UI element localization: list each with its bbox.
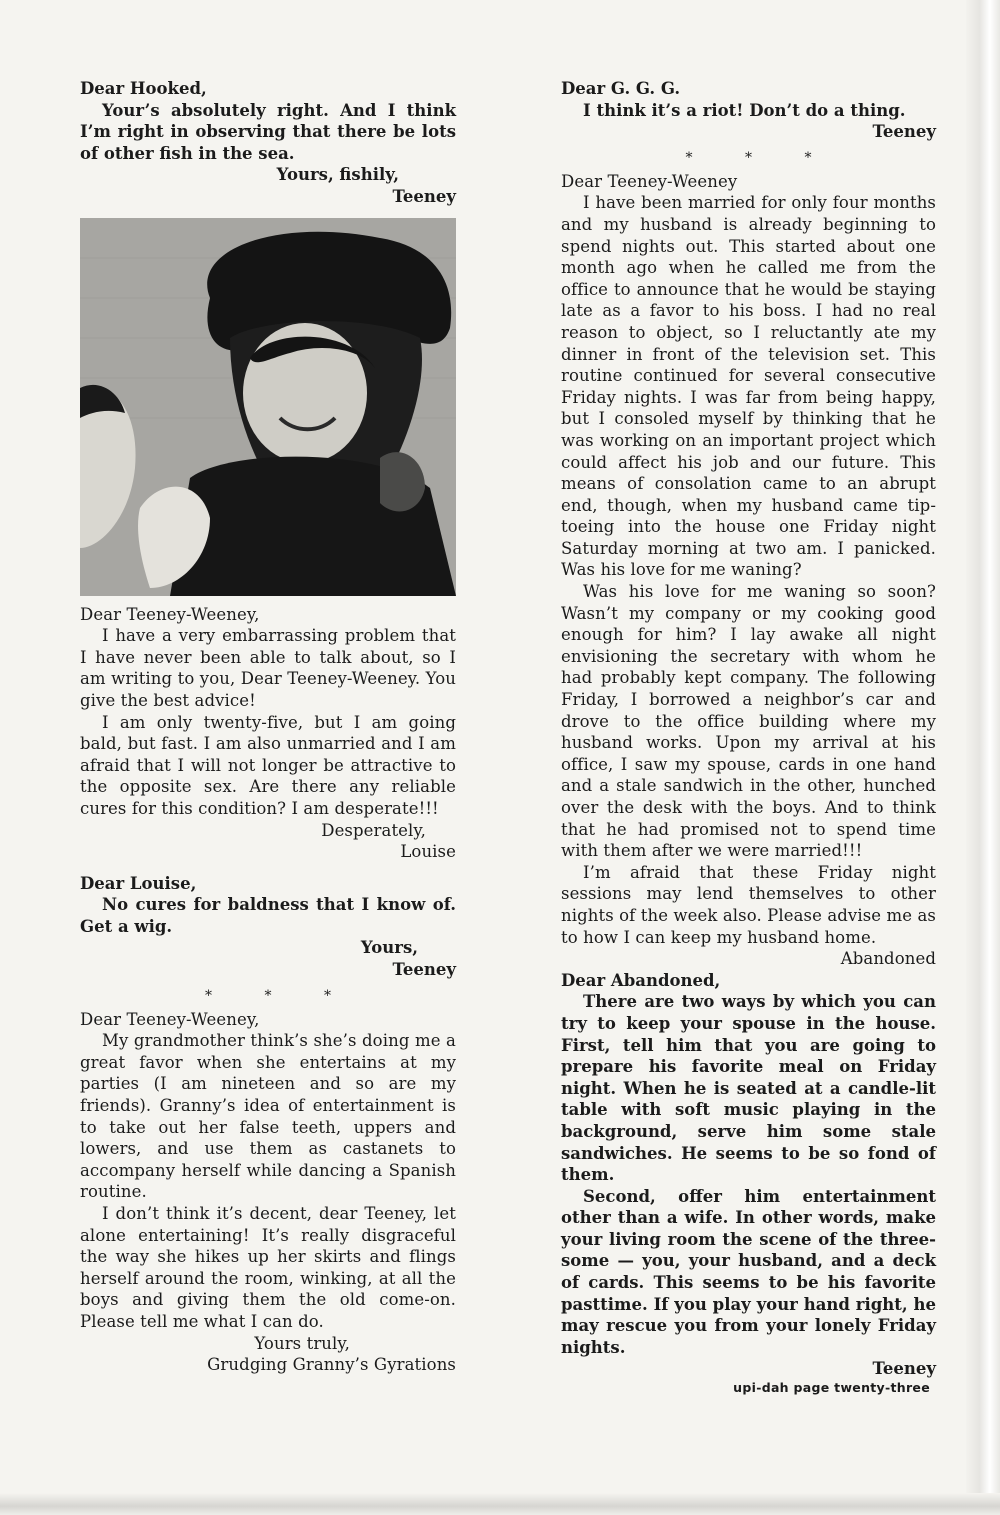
reply-paragraph: There are two ways by which you can try to keep your spouse in the house. First, tell him that you are going to prepare his favorite meal on Friday night. When he is seated at a candle-lit table with soft music playing in the background, serve him some stale sandwiches. He seems to be so fond of them.: [561, 992, 936, 1185]
salutation: Dear Abandoned,: [561, 970, 721, 990]
signature: Louise: [400, 842, 456, 862]
section-separator: * * *: [685, 149, 812, 166]
salutation: Dear Teeney-Weeney,: [80, 1009, 260, 1029]
reply-to-hooked: [80, 78, 456, 208]
letter-paragraph: I have been married for only four months and my husband is already beginning to spend nights out. This started about one month ago when he called me from the office to announce that he would be staying late as a favor to his boss. I had no real reason to object, so I reluctantly ate my dinner in front of the television set. This routine continued for several consecutive Friday nights. I was far from being happy, but I consoled myself by thinking that he was working on an important project which could affect his job and our future. This means of consolation came to an abrupt end, though, when my husband came tip-toeing into the house one Friday night Saturday morning at two am. I panicked. Was his love for me waning?: [561, 193, 936, 580]
page-footer: upi-dah page twenty-three: [733, 1380, 930, 1395]
reply-body: No cures for baldness that I know of. Get a wig.: [80, 895, 456, 936]
signature: Teeney: [872, 122, 936, 142]
signature: Teeney: [872, 1359, 936, 1379]
closing: Yours truly,: [254, 1333, 350, 1353]
signature: Teeney: [392, 960, 456, 980]
reply-paragraph: Second, offer him entertainment other than a wife. In other words, make your living room the scene of the three-some — you, your husband, and a deck of cards. This seems to be his favorite pasttime. If you play your hand right, he may rescue you from your lonely Friday nights.: [561, 1186, 936, 1357]
letter-paragraph: I have a very embarrassing problem that I have never been able to talk about, so I am writing to you, Dear Teeney-Weeney. You give the best advice!: [80, 626, 456, 710]
section-separator: * * *: [205, 987, 331, 1004]
right-column: [561, 78, 936, 1380]
letter-from-louise: [80, 604, 456, 863]
signature: Teeney: [392, 186, 456, 206]
letter-paragraph: I don’t think it’s decent, dear Teeney, let alone entertaining! It’s really disgraceful the way she hikes up her skirts and flings herself around the room, winking, at all the boys and giving them the old come-on. Please tell me what I can do.: [80, 1204, 456, 1331]
page-edge-bottom: [0, 1493, 1000, 1515]
reply-to-louise: [80, 873, 456, 981]
reply-body: Your’s absolutely right. And I think I’m right in observing that there be lots of other fish in the sea.: [80, 100, 456, 163]
reply-to-abandoned: [561, 970, 936, 1380]
letter-from-abandoned: [561, 171, 936, 970]
letter-paragraph: Was his love for me waning so soon? Wasn’t my company or my cooking good enough for him? I lay awake all night envisioning the secretary with whom he had probably kept company. The following Friday, I borrowed a neighbor’s car and drove to the office building where my husband works. Upon my arrival at his office, I saw my spouse, cards in one hand and a stale sandwich in the other, hunched over the desk with the boys. And to think that he had promised not to spend time with them after we were married!!!: [561, 582, 936, 861]
salutation: Dear Louise,: [80, 873, 197, 893]
salutation: Dear Hooked,: [80, 79, 207, 98]
closing: Desperately,: [321, 820, 426, 840]
reply-to-ggg: [561, 78, 936, 143]
page-edge-right: [966, 0, 1000, 1515]
signature: Grudging Granny’s Gyrations: [207, 1355, 456, 1375]
closing: Yours, fishily,: [276, 165, 399, 185]
closing: Yours,: [360, 938, 418, 958]
reply-body: I think it’s a riot! Don’t do a thing.: [583, 100, 906, 120]
photo-illustration: [80, 218, 456, 596]
letter-paragraph: I’m afraid that these Friday night sessions may lend themselves to other nights of the week also. Please advise me as to how I can keep my husband home.: [561, 862, 936, 947]
salutation: Dear Teeney-Weeney,: [80, 604, 260, 624]
letter-from-ggg: [80, 1009, 456, 1376]
photo-woman-in-feathered-hat: [80, 218, 456, 596]
letter-paragraph: My grandmother think’s she’s doing me a great favor when she entertains at my parties (I am nineteen and so are my friends). Granny’s idea of entertainment is to take out her false teeth, uppers and lowers, and use them as castanets to accompany herself while dancing a Spanish routine.: [80, 1031, 456, 1202]
salutation: Dear G. G. G.: [561, 79, 681, 98]
left-column: [80, 78, 456, 1376]
salutation: Dear Teeney-Weeney: [561, 171, 738, 191]
letter-paragraph: I am only twenty-five, but I am going bald, but fast. I am also unmarried and I am afraid that I will not longer be attractive to the opposite sex. Are there any reliable cures for this condition? I am desperate!!!: [80, 712, 456, 818]
signature: Abandoned: [840, 949, 936, 969]
